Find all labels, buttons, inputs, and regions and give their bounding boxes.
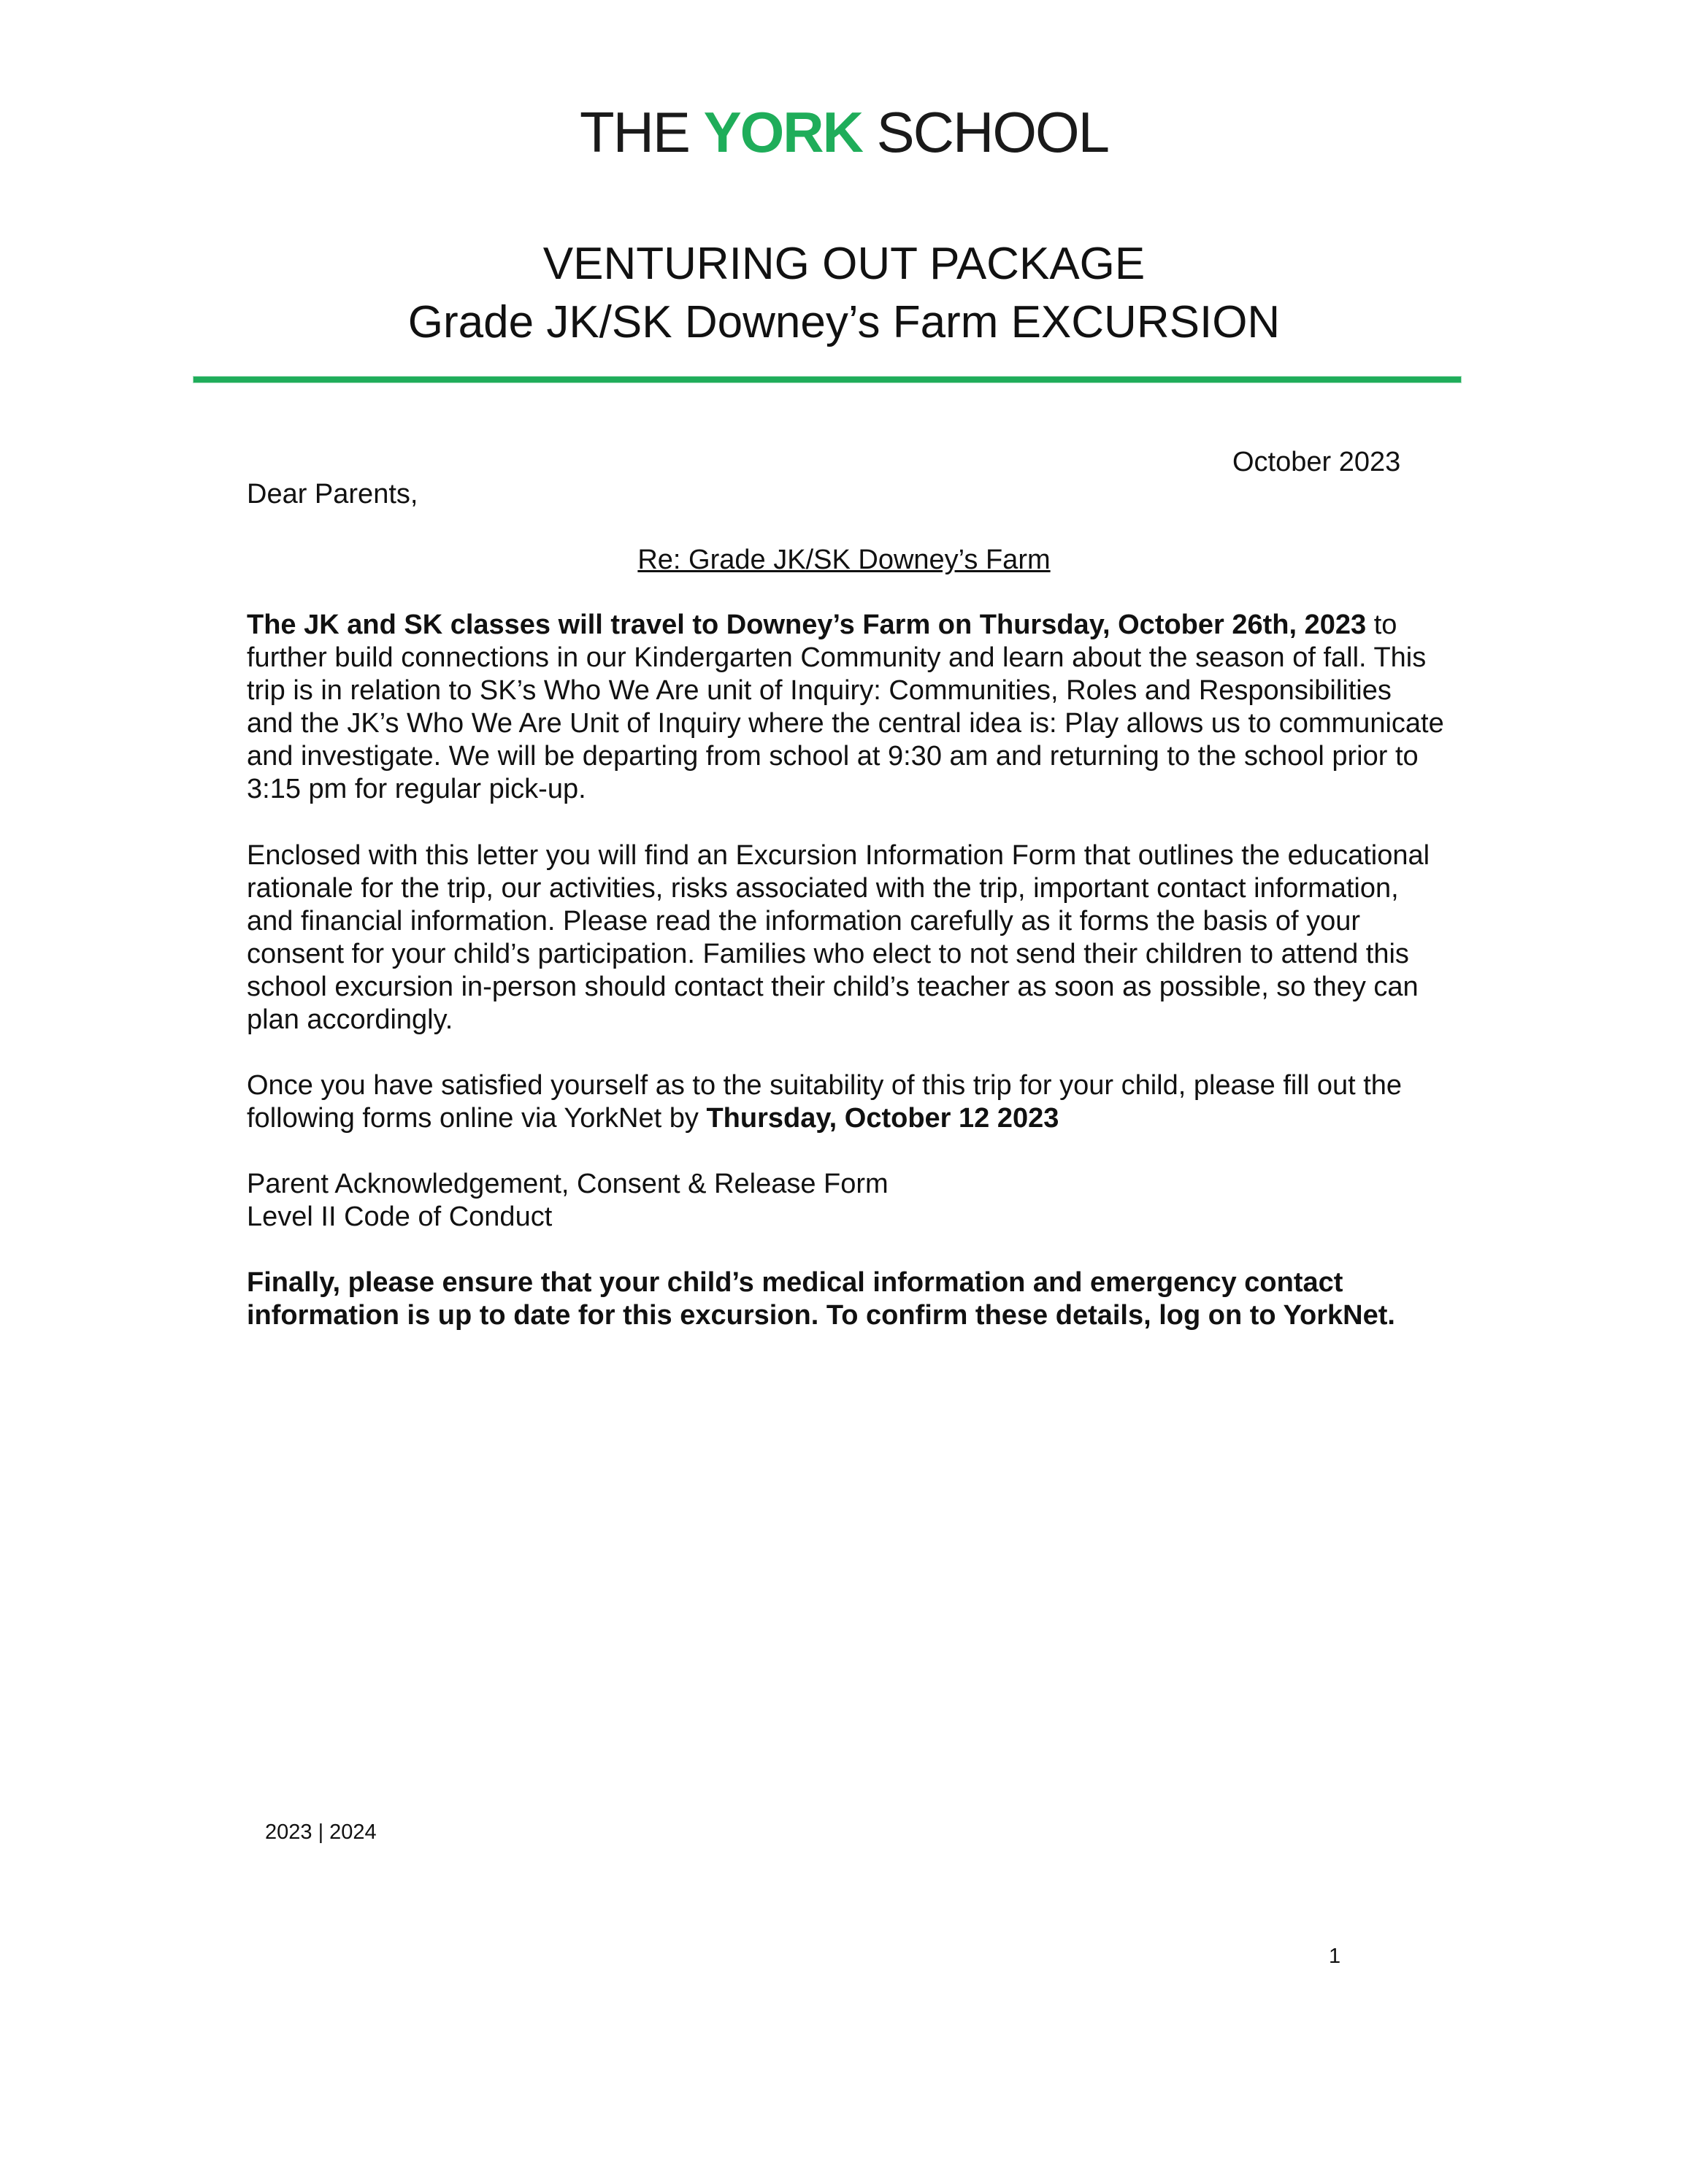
paragraph-information-form	[247, 839, 1459, 1037]
paragraph-line: following forms online via YorkNet by Thursday, October 12 2023	[247, 1103, 1059, 1134]
title-line-1: VENTURING OUT PACKAGE	[542, 239, 1146, 289]
paragraph-line: information is up to date for this excursion. To confirm these details, log on to YorkNet.	[247, 1300, 1395, 1331]
title-line-2: Grade JK/SK Downey’s Farm EXCURSION	[407, 297, 1281, 347]
paragraph-line: consent for your child’s participation. Families who elect to not send their children to attend this	[247, 939, 1409, 969]
paragraph-trip-details	[247, 609, 1459, 806]
letter-date: October 2023	[1232, 447, 1401, 477]
paragraph-line: rationale for the trip, our activities, risks associated with the trip, important contact information,	[247, 873, 1399, 904]
paragraph-line: plan accordingly.	[247, 1004, 453, 1035]
paragraph-line: Once you have satisfied yourself as to the suitability of this trip for your child, please fill out the	[247, 1070, 1403, 1101]
form-item-consent: Parent Acknowledgement, Consent & Release Form	[247, 1169, 889, 1199]
paragraph-line: Finally, please ensure that your child’s medical information and emergency contact	[247, 1267, 1343, 1298]
paragraph-line: further build connections in our Kindergarten Community and learn about the season of fall. This	[247, 642, 1427, 673]
paragraph-final-note	[247, 1266, 1459, 1332]
paragraph-online-forms	[247, 1069, 1459, 1135]
subject-line-text: Re: Grade JK/SK Downey’s Farm	[637, 545, 1051, 575]
deadline-bold: Thursday, October 12 2023	[706, 1103, 1059, 1134]
salutation: Dear Parents,	[247, 479, 418, 510]
header-divider	[193, 377, 1461, 382]
paragraph-line: and investigate. We will be departing from school at 9:30 am and returning to the school prior to	[247, 741, 1419, 772]
document-title	[0, 235, 1688, 352]
paragraph-line: 3:15 pm for regular pick-up.	[247, 774, 586, 804]
paragraph-line: and financial information. Please read the information carefully as it forms the basis of your	[247, 906, 1360, 937]
trip-date-bold: The JK and SK classes will travel to Downey’s Farm on Thursday, October 26th, 2023	[247, 610, 1367, 640]
logo-text-school: SCHOOL	[862, 100, 1109, 164]
school-logo	[0, 100, 1688, 164]
paragraph-line: and the JK’s Who We Are Unit of Inquiry where the central idea is: Play allows us to communicate	[247, 708, 1444, 739]
page-number: 1	[1329, 1945, 1341, 1968]
forms-list	[247, 1168, 1459, 1234]
paragraph-line: Enclosed with this letter you will find an Excursion Information Form that outlines the educational	[247, 840, 1430, 871]
footer-school-year: 2023 | 2024	[265, 1820, 377, 1844]
form-item-code-of-conduct: Level II Code of Conduct	[247, 1201, 553, 1232]
subject-line	[0, 543, 1688, 577]
paragraph-line: The JK and SK classes will travel to Downey’s Farm on Thursday, October 26th, 2023 to	[247, 610, 1397, 640]
paragraph-line: trip is in relation to SK’s Who We Are unit of Inquiry: Communities, Roles and Responsibilities	[247, 675, 1392, 706]
paragraph-line: school excursion in-person should contact their child’s teacher as soon as possible, so they can	[247, 972, 1419, 1002]
logo-text-york: YORK	[703, 100, 862, 164]
logo-text-the: THE	[579, 100, 704, 164]
